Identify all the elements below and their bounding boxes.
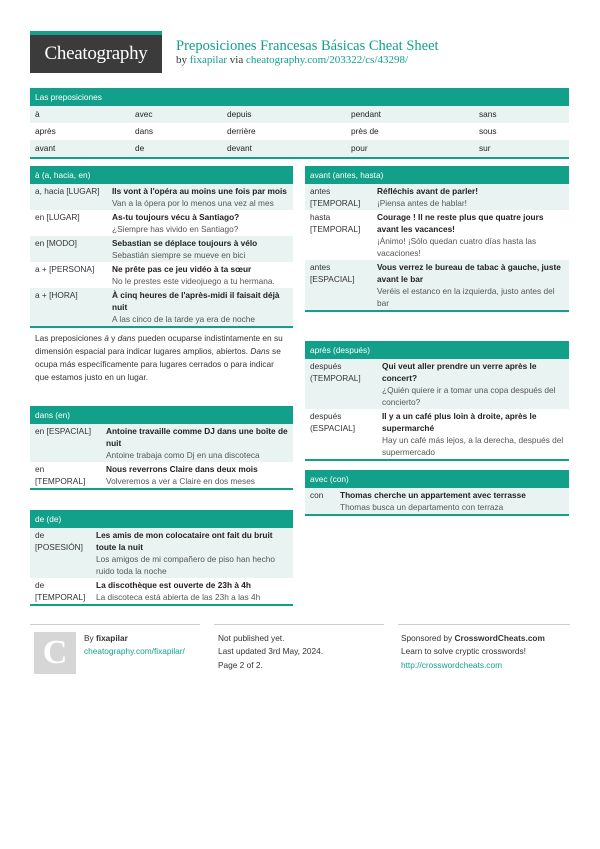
spanish-translation: Van a la ópera por lo menos una vez al mes	[112, 198, 274, 209]
section-note	[30, 328, 293, 387]
row-value	[382, 360, 564, 408]
row-key	[35, 579, 96, 603]
section-divider	[30, 157, 569, 159]
last-updated: Last updated 3rd May, 2024.	[218, 646, 324, 657]
footer-author-name[interactable]: fixapilar	[96, 633, 128, 643]
byline	[176, 53, 408, 69]
row-value	[382, 410, 564, 458]
prep-cell: avant	[30, 140, 130, 157]
french-sentence: Nous reverrons Claire dans deux mois	[106, 464, 258, 475]
table-row	[30, 528, 293, 578]
row-value	[112, 185, 288, 209]
row-value	[112, 289, 288, 325]
prep-cell: sur	[474, 140, 569, 157]
table-row	[305, 260, 569, 310]
row-key: en [LUGAR]	[35, 212, 80, 223]
key-line: [TEMPORAL]	[310, 224, 361, 235]
note-text: Las preposiciones	[35, 333, 105, 344]
note-text: pueden ocuparse indistintamente en su dimensión espacial para indicar lugares amplios, abiertos.	[35, 333, 283, 357]
french-sentence: Sebastian se déplace toujours à vélo	[112, 238, 258, 249]
row-key	[310, 185, 377, 209]
page-footer	[30, 624, 570, 684]
prep-cell: avec	[130, 106, 222, 123]
footer-by-line	[84, 632, 185, 645]
french-sentence: Réfléchis avant de parler!	[377, 186, 478, 196]
french-sentence: La discothèque est ouverte de 23h à 4h	[96, 580, 251, 591]
spanish-translation: Thomas busca un departamento con terraza	[340, 502, 504, 513]
spanish-translation: Veréis el estanco en la izquierda, justo antes del bar	[377, 286, 555, 309]
spanish-translation: ¿Siempre has vivido en Santiago?	[112, 224, 239, 235]
row-value	[377, 261, 564, 309]
key-line: en	[35, 464, 45, 475]
french-sentence: Thomas cherche un appartement avec terrasse	[340, 490, 526, 500]
spanish-translation: ¡Ánimo! ¡Sólo quedan cuatro días hasta las vacaciones!	[377, 236, 537, 259]
byline-by: by	[176, 54, 187, 66]
table-row	[30, 462, 293, 488]
french-sentence: Courage ! Il ne reste plus que quatre jours avant les vacances!	[377, 212, 544, 235]
section-avant	[305, 166, 569, 312]
spanish-translation: No le prestes este videojuego a tu hermana.	[112, 276, 275, 287]
row-value	[112, 263, 288, 287]
note-emphasis: Dans	[250, 346, 270, 357]
row-key: con	[310, 490, 324, 500]
key-line: después	[310, 411, 342, 422]
row-value	[96, 529, 288, 577]
french-sentence: Ne prête pas ce jeu vidéo à ta sœur	[112, 264, 252, 275]
row-key	[35, 529, 96, 577]
row-key: a + [HORA]	[35, 290, 78, 301]
row-key: en [ESPACIAL]	[35, 426, 92, 436]
key-line: (ESPACIAL]	[310, 423, 356, 434]
french-sentence: Ils vont à l'opéra au moins une fois par mois	[112, 186, 287, 196]
row-key	[35, 463, 106, 487]
section-divider	[305, 514, 569, 516]
key-line: [POSESIÓN]	[35, 542, 83, 553]
row-value	[340, 489, 564, 513]
key-line: (TEMPORAL]	[310, 373, 361, 384]
spanish-translation: Sebastián siempre se mueve en bici	[112, 250, 246, 261]
section-heading: de (de)	[30, 510, 293, 528]
prep-cell: depuis	[222, 106, 346, 123]
row-key: en [MODO]	[35, 238, 77, 249]
table-row	[30, 236, 293, 262]
footer-sponsor	[401, 632, 545, 672]
note-emphasis: dans	[117, 333, 136, 344]
row-value	[377, 211, 564, 259]
cheatography-logo[interactable]	[30, 31, 162, 73]
note-text: se ocupa más específicamente para lugares cerrados o para indicar que estamos justo en un lugar.	[35, 346, 281, 382]
french-sentence: As-tu toujours vécu à Santiago?	[112, 212, 240, 223]
section-divider	[30, 604, 293, 606]
key-line: [TEMPORAL]	[310, 198, 361, 209]
avatar-letter: C	[42, 634, 68, 672]
spanish-translation: A las cinco de la tarde ya era de noche	[112, 314, 255, 325]
section-de	[30, 510, 293, 606]
prep-cell: derrière	[227, 126, 256, 136]
page-title: Preposiciones Francesas Básicas Cheat Sheet	[176, 38, 439, 54]
table-row	[305, 359, 569, 409]
key-line: de	[35, 530, 45, 540]
row-key	[310, 360, 382, 408]
french-sentence: Il y a un café plus loin à droite, après le supermarché	[382, 411, 537, 434]
spanish-translation: Hay un café más lejos, a la derecha, después del supermercado	[382, 435, 564, 458]
table-row	[30, 262, 293, 288]
prep-cell: de	[130, 140, 222, 157]
section-heading: à (a, hacia, en)	[30, 166, 293, 184]
section-heading: Las preposiciones	[30, 88, 569, 106]
byline-via: via	[229, 54, 244, 66]
footer-by: By	[84, 633, 94, 643]
table-row	[30, 288, 293, 326]
sponsor-url[interactable]: http://crosswordcheats.com	[401, 659, 502, 670]
french-sentence: À cinq heures de l'après-midi il faisait déjà nuit	[112, 290, 280, 313]
footer-meta	[218, 632, 323, 672]
prep-cell: dans	[135, 126, 153, 136]
section-a	[30, 166, 293, 388]
table-row	[305, 210, 569, 260]
prep-cell: sous	[479, 126, 497, 136]
prep-cell: sans	[474, 106, 569, 123]
row-value	[112, 237, 288, 261]
prep-cell: à	[30, 106, 130, 123]
table-row	[30, 578, 293, 604]
spanish-translation: Volveremos a ver a Claire en dos meses	[106, 476, 255, 487]
row-value	[377, 185, 564, 209]
note-text: y	[108, 333, 118, 344]
logo-text: Cheatography	[44, 43, 148, 65]
table-row	[305, 409, 569, 459]
key-line: antes	[310, 186, 331, 196]
key-line: [ESPACIAL]	[310, 274, 355, 285]
row-value	[106, 463, 288, 487]
section-divider	[305, 459, 569, 461]
row-key	[310, 410, 382, 458]
sponsor-line	[401, 632, 545, 645]
key-line: hasta	[310, 212, 331, 223]
french-sentence: Vous verrez le bureau de tabac à gauche, juste avant le bar	[377, 262, 561, 285]
key-line: [TEMPORAL]	[35, 592, 86, 603]
published-status: Not published yet.	[218, 633, 285, 643]
footer-divider	[30, 624, 200, 625]
key-line: después	[310, 361, 342, 371]
french-sentence: Antoine travaille comme DJ dans une boîte de nuit	[106, 426, 288, 449]
key-line: de	[35, 580, 45, 591]
row-key: a, hacia [LUGAR]	[35, 186, 100, 196]
table-row	[30, 184, 293, 210]
footer-divider	[214, 624, 384, 625]
spanish-translation: ¡Piensa antes de hablar!	[377, 198, 467, 209]
section-heading: après (después)	[305, 341, 569, 359]
section-divider	[30, 488, 293, 490]
row-key	[310, 261, 377, 309]
author-avatar[interactable]	[34, 632, 76, 674]
sheet-url-link[interactable]: cheatography.com/203322/cs/43298/	[245, 54, 409, 66]
row-key	[310, 211, 377, 259]
section-heading: dans (en)	[30, 406, 293, 424]
row-key: a + [PERSONA]	[35, 264, 95, 275]
spanish-translation: La discoteca está abierta de las 23h a las 4h	[96, 592, 261, 603]
footer-author	[84, 632, 185, 659]
section-dans	[30, 406, 293, 490]
footer-author-url[interactable]: cheatography.com/fixapilar/	[84, 646, 185, 657]
section-heading: avec (con)	[305, 470, 569, 488]
footer-divider	[398, 624, 570, 625]
section-avec	[305, 470, 569, 516]
spanish-translation: Antoine trabaja como Dj en una discoteca	[106, 450, 260, 461]
row-value	[112, 211, 288, 235]
key-line: [TEMPORAL]	[35, 476, 86, 487]
table-row	[30, 210, 293, 236]
french-sentence: Les amis de mon colocataire ont fait du bruit toute la nuit	[96, 530, 273, 553]
table-row	[305, 184, 569, 210]
section-preposiciones	[30, 88, 569, 159]
sponsor-tagline: Learn to solve cryptic crosswords!	[401, 646, 526, 657]
section-divider	[305, 310, 569, 312]
page-number: Page 2 of 2.	[218, 659, 263, 670]
prep-cell: pour	[346, 140, 474, 157]
prep-cell: pendant	[346, 106, 474, 123]
spanish-translation: ¿Quién quiere ir a tomar una copa después del concierto?	[382, 385, 556, 408]
key-line: antes	[310, 262, 331, 273]
section-apres	[305, 341, 569, 461]
row-value	[106, 425, 288, 461]
prep-table	[30, 106, 569, 157]
note-emphasis: à	[104, 333, 109, 344]
spanish-translation: Los amigos de mi compañero de piso han hecho ruido toda la noche	[96, 554, 275, 577]
section-heading: avant (antes, hasta)	[305, 166, 569, 184]
prep-cell: près de	[351, 126, 379, 136]
sponsor-name[interactable]: CrosswordCheats.com	[454, 633, 545, 643]
prep-cell: après	[35, 126, 56, 136]
prep-cell: devant	[222, 140, 346, 157]
table-row	[30, 424, 293, 462]
sponsor-prefix: Sponsored by	[401, 633, 453, 643]
table-row	[305, 488, 569, 514]
row-value	[96, 579, 288, 603]
author-link[interactable]: fixapilar	[189, 54, 228, 66]
french-sentence: Qui veut aller prendre un verre après le concert?	[382, 361, 537, 384]
